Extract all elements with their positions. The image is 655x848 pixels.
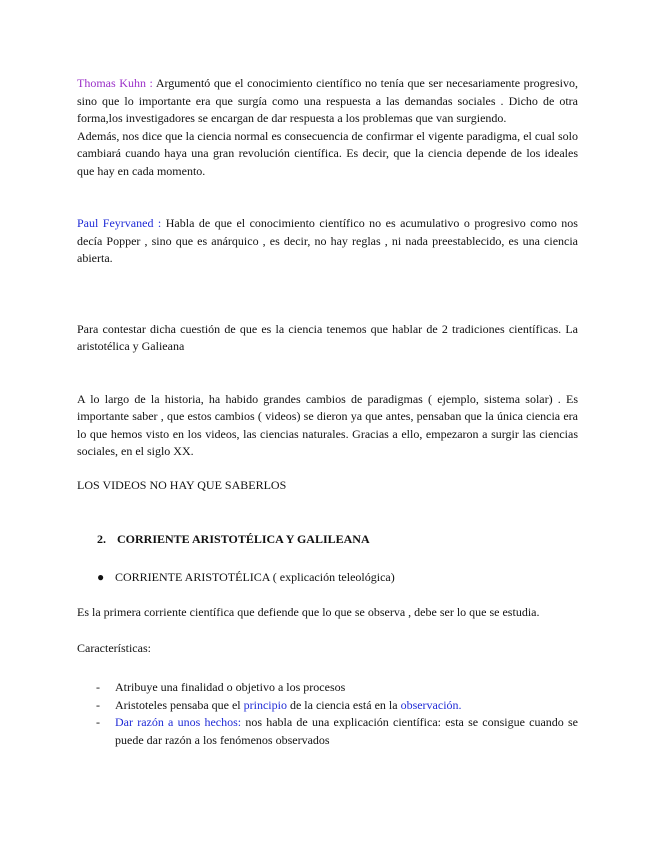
document-page [77,75,578,749]
dash-icon: - [96,680,100,694]
section-number: 2. [97,532,106,546]
feyrvaned-name: Paul Feyrvaned : [77,216,162,230]
dash-icon: - [96,697,100,712]
list-item-text: Atribuye una finalidad o objetivo a los procesos [115,680,346,694]
tradiciones-paragraph: Para contestar dicha cuestión de que es la ciencia tenemos que hablar de 2 tradiciones científicas. La aristotélica y Galieana [77,321,578,353]
definicion-paragraph: Es la primera corriente científica que defiende que lo que se observa , debe ser lo que se estudia. [77,605,540,619]
kuhn-paragraph [77,75,578,128]
principio-link: principio [243,697,287,712]
feyrvaned-text: Habla de que el conocimiento científico no es acumulativo o progresivo como nos decía Popper , sino que es anárquico , es decir, no hay reglas , ni nada preestablecido, es una ciencia abierta. [77,216,578,265]
kuhn-name: Thomas Kuhn : [77,76,153,90]
dar-razon-link: Dar razón a unos hechos: [115,715,242,729]
text-run: de la ciencia está en la [286,697,401,712]
section-title: CORRIENTE ARISTOTÉLICA Y GALILEANA [117,532,370,546]
observacion-link: observación. [400,697,462,712]
caracteristicas-list [96,679,578,749]
videos-note: LOS VIDEOS NO HAY QUE SABERLOS [77,477,287,492]
bullet-item [97,569,578,587]
dash-icon: - [96,715,100,729]
list-item [96,679,578,697]
list-item [96,697,578,715]
historia-paragraph: A lo largo de la historia, ha habido grandes cambios de paradigmas ( ejemplo, sistema solar) . Es importante saber , que estos cambios ( videos) se dieron ya que antes, pensaban que la única ciencia era lo que hemos visto en los videos, las ciencias naturales. Gracias a ello, empezaron a surgir las ciencias sociales, en el siglo XX. [77,391,578,458]
feyrvaned-paragraph [77,215,578,268]
bullet-text: CORRIENTE ARISTOTÉLICA ( explicación teleológica) [115,569,395,584]
text-run: Aristoteles pensaba que el [115,697,244,712]
text-run: nos habla de una explicación científica: esta se consigue cuando se puede dar razón a los fenómenos observados [115,715,578,747]
bullet-icon: ● [97,569,105,584]
section-heading [97,531,578,549]
kuhn-text: Argumentó que el conocimiento científico no tenía que ser necesariamente progresivo, sino que lo importante era que surgía como una respuesta a las demandas sociales . Dicho de otra forma,los investigadores se encargan de dar respuesta a los problemas que van surgiendo. [77,76,578,125]
list-item-text [115,714,578,749]
caracteristicas-label: Características: [77,640,151,655]
kuhn-paragraph-2: Además, nos dice que la ciencia normal es consecuencia de confirmar el vigente paradigma, el cual solo cambiará cuando haya una gran revolución científica. Es decir, que la ciencia depende de los ideales que hay en cada momento. [77,128,578,178]
list-item-text [115,697,578,715]
list-item [96,714,578,749]
